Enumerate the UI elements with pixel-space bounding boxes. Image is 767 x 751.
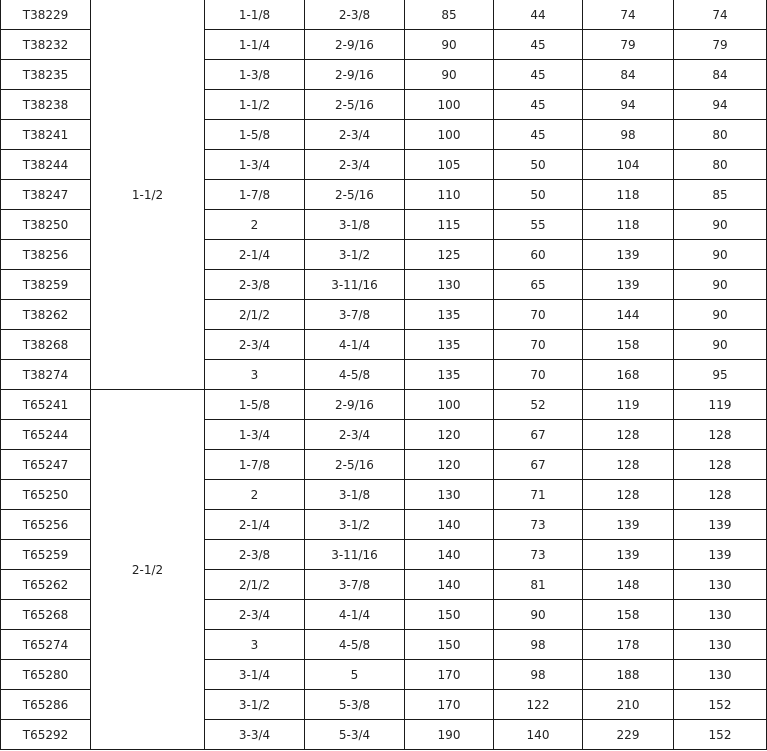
dim-a-cell: 2-3/8 — [305, 0, 405, 30]
dim-b-cell: 100 — [405, 90, 494, 120]
dim-e-cell: 139 — [674, 540, 767, 570]
dim-c-cell: 67 — [494, 420, 583, 450]
size-range-cell: 3-3/4 — [205, 720, 305, 750]
dim-b-cell: 170 — [405, 660, 494, 690]
part-number-cell: T38259 — [1, 270, 91, 300]
dim-e-cell: 79 — [674, 30, 767, 60]
dim-b-cell: 120 — [405, 420, 494, 450]
dim-d-cell: 148 — [583, 570, 674, 600]
dim-c-cell: 45 — [494, 30, 583, 60]
part-number-cell: T65241 — [1, 390, 91, 420]
group-size-cell: 1-1/2 — [91, 0, 205, 390]
dim-b-cell: 130 — [405, 480, 494, 510]
dim-c-cell: 81 — [494, 570, 583, 600]
dim-a-cell: 3-1/8 — [305, 210, 405, 240]
dim-e-cell: 80 — [674, 150, 767, 180]
dim-d-cell: 158 — [583, 330, 674, 360]
dim-c-cell: 122 — [494, 690, 583, 720]
part-number-cell: T65262 — [1, 570, 91, 600]
part-number-cell: T65280 — [1, 660, 91, 690]
dim-a-cell: 3-7/8 — [305, 300, 405, 330]
dim-e-cell: 139 — [674, 510, 767, 540]
part-number-cell: T65256 — [1, 510, 91, 540]
dim-a-cell: 3-1/2 — [305, 240, 405, 270]
dim-d-cell: 118 — [583, 210, 674, 240]
dim-c-cell: 65 — [494, 270, 583, 300]
dim-a-cell: 5-3/8 — [305, 690, 405, 720]
dim-e-cell: 152 — [674, 720, 767, 750]
dim-e-cell: 130 — [674, 660, 767, 690]
dim-e-cell: 119 — [674, 390, 767, 420]
size-range-cell: 3 — [205, 360, 305, 390]
dim-d-cell: 158 — [583, 600, 674, 630]
dim-d-cell: 74 — [583, 0, 674, 30]
dim-d-cell: 94 — [583, 90, 674, 120]
dim-a-cell: 4-1/4 — [305, 600, 405, 630]
size-range-cell: 2-3/8 — [205, 540, 305, 570]
size-range-cell: 2/1/2 — [205, 300, 305, 330]
dim-c-cell: 90 — [494, 600, 583, 630]
size-range-cell: 1-3/4 — [205, 150, 305, 180]
dim-c-cell: 70 — [494, 300, 583, 330]
dim-d-cell: 128 — [583, 420, 674, 450]
dim-e-cell: 80 — [674, 120, 767, 150]
part-number-cell: T65274 — [1, 630, 91, 660]
dim-d-cell: 229 — [583, 720, 674, 750]
dim-a-cell: 2-3/4 — [305, 150, 405, 180]
dim-a-cell: 2-5/16 — [305, 180, 405, 210]
dim-c-cell: 45 — [494, 60, 583, 90]
part-number-cell: T65292 — [1, 720, 91, 750]
size-range-cell: 1-3/8 — [205, 60, 305, 90]
dim-d-cell: 84 — [583, 60, 674, 90]
part-number-cell: T65250 — [1, 480, 91, 510]
part-number-cell: T65247 — [1, 450, 91, 480]
dim-a-cell: 2-5/16 — [305, 90, 405, 120]
dim-e-cell: 152 — [674, 690, 767, 720]
dim-c-cell: 98 — [494, 630, 583, 660]
part-number-cell: T38241 — [1, 120, 91, 150]
dim-d-cell: 188 — [583, 660, 674, 690]
dim-a-cell: 3-1/2 — [305, 510, 405, 540]
dim-d-cell: 144 — [583, 300, 674, 330]
dim-d-cell: 139 — [583, 540, 674, 570]
part-number-cell: T38250 — [1, 210, 91, 240]
dim-d-cell: 128 — [583, 450, 674, 480]
dim-b-cell: 150 — [405, 600, 494, 630]
size-range-cell: 1-5/8 — [205, 120, 305, 150]
dim-c-cell: 140 — [494, 720, 583, 750]
table-row — [1, 390, 767, 420]
dim-e-cell: 90 — [674, 330, 767, 360]
dim-e-cell: 128 — [674, 480, 767, 510]
size-range-cell: 1-3/4 — [205, 420, 305, 450]
part-number-cell: T38238 — [1, 90, 91, 120]
size-range-cell: 1-5/8 — [205, 390, 305, 420]
part-number-cell: T65244 — [1, 420, 91, 450]
dim-d-cell: 119 — [583, 390, 674, 420]
size-range-cell: 2 — [205, 480, 305, 510]
dim-e-cell: 90 — [674, 210, 767, 240]
dim-b-cell: 190 — [405, 720, 494, 750]
dim-b-cell: 135 — [405, 300, 494, 330]
part-number-cell: T65286 — [1, 690, 91, 720]
dim-a-cell: 5 — [305, 660, 405, 690]
dim-c-cell: 71 — [494, 480, 583, 510]
dim-e-cell: 90 — [674, 240, 767, 270]
dim-a-cell: 2-9/16 — [305, 60, 405, 90]
dim-a-cell: 3-1/8 — [305, 480, 405, 510]
dim-b-cell: 140 — [405, 540, 494, 570]
dim-e-cell: 90 — [674, 300, 767, 330]
dim-b-cell: 140 — [405, 510, 494, 540]
dim-c-cell: 60 — [494, 240, 583, 270]
dim-a-cell: 3-11/16 — [305, 540, 405, 570]
dim-b-cell: 140 — [405, 570, 494, 600]
part-number-cell: T38274 — [1, 360, 91, 390]
dim-e-cell: 95 — [674, 360, 767, 390]
dim-a-cell: 2-3/4 — [305, 120, 405, 150]
dim-c-cell: 98 — [494, 660, 583, 690]
size-range-cell: 2/1/2 — [205, 570, 305, 600]
size-range-cell: 3 — [205, 630, 305, 660]
dim-b-cell: 90 — [405, 60, 494, 90]
dim-b-cell: 100 — [405, 120, 494, 150]
part-number-cell: T38232 — [1, 30, 91, 60]
dim-b-cell: 150 — [405, 630, 494, 660]
dim-b-cell: 120 — [405, 450, 494, 480]
dim-d-cell: 104 — [583, 150, 674, 180]
part-number-cell: T38235 — [1, 60, 91, 90]
dim-b-cell: 135 — [405, 360, 494, 390]
size-range-cell: 2-1/4 — [205, 510, 305, 540]
dim-d-cell: 118 — [583, 180, 674, 210]
dim-e-cell: 74 — [674, 0, 767, 30]
part-number-cell: T38247 — [1, 180, 91, 210]
size-range-cell: 2-3/8 — [205, 270, 305, 300]
dim-e-cell: 130 — [674, 600, 767, 630]
dim-a-cell: 4-5/8 — [305, 630, 405, 660]
dim-d-cell: 168 — [583, 360, 674, 390]
dim-e-cell: 85 — [674, 180, 767, 210]
dim-b-cell: 135 — [405, 330, 494, 360]
dim-a-cell: 5-3/4 — [305, 720, 405, 750]
size-range-cell: 3-1/4 — [205, 660, 305, 690]
dim-e-cell: 84 — [674, 60, 767, 90]
dim-e-cell: 130 — [674, 630, 767, 660]
dim-c-cell: 70 — [494, 330, 583, 360]
dim-a-cell: 2-9/16 — [305, 390, 405, 420]
part-number-cell: T38229 — [1, 0, 91, 30]
dim-b-cell: 130 — [405, 270, 494, 300]
dim-a-cell: 4-1/4 — [305, 330, 405, 360]
size-range-cell: 1-7/8 — [205, 450, 305, 480]
part-number-cell: T65268 — [1, 600, 91, 630]
dim-e-cell: 130 — [674, 570, 767, 600]
table-row — [1, 0, 767, 30]
dim-d-cell: 139 — [583, 270, 674, 300]
dim-b-cell: 110 — [405, 180, 494, 210]
part-number-cell: T38268 — [1, 330, 91, 360]
dim-c-cell: 70 — [494, 360, 583, 390]
dim-c-cell: 73 — [494, 540, 583, 570]
size-range-cell: 2-1/4 — [205, 240, 305, 270]
group-size-cell: 2-1/2 — [91, 390, 205, 750]
dim-d-cell: 178 — [583, 630, 674, 660]
dim-c-cell: 44 — [494, 0, 583, 30]
dim-b-cell: 125 — [405, 240, 494, 270]
dim-d-cell: 98 — [583, 120, 674, 150]
dim-b-cell: 85 — [405, 0, 494, 30]
size-range-cell: 2-3/4 — [205, 600, 305, 630]
dim-e-cell: 94 — [674, 90, 767, 120]
dim-c-cell: 55 — [494, 210, 583, 240]
size-range-cell: 3-1/2 — [205, 690, 305, 720]
dim-c-cell: 50 — [494, 150, 583, 180]
part-number-cell: T38244 — [1, 150, 91, 180]
size-range-cell: 2-3/4 — [205, 330, 305, 360]
dim-a-cell: 3-7/8 — [305, 570, 405, 600]
dim-e-cell: 128 — [674, 450, 767, 480]
dim-a-cell: 2-5/16 — [305, 450, 405, 480]
dim-d-cell: 139 — [583, 240, 674, 270]
part-number-cell: T65259 — [1, 540, 91, 570]
size-range-cell: 1-1/2 — [205, 90, 305, 120]
dim-b-cell: 170 — [405, 690, 494, 720]
dim-b-cell: 90 — [405, 30, 494, 60]
dim-d-cell: 128 — [583, 480, 674, 510]
dim-c-cell: 52 — [494, 390, 583, 420]
dim-a-cell: 2-3/4 — [305, 420, 405, 450]
spec-table-body — [1, 0, 767, 750]
dim-a-cell: 3-11/16 — [305, 270, 405, 300]
size-range-cell: 2 — [205, 210, 305, 240]
dim-e-cell: 128 — [674, 420, 767, 450]
dim-c-cell: 50 — [494, 180, 583, 210]
part-number-cell: T38262 — [1, 300, 91, 330]
dim-d-cell: 210 — [583, 690, 674, 720]
dim-b-cell: 115 — [405, 210, 494, 240]
dim-c-cell: 73 — [494, 510, 583, 540]
dim-c-cell: 67 — [494, 450, 583, 480]
dim-e-cell: 90 — [674, 270, 767, 300]
size-range-cell: 1-7/8 — [205, 180, 305, 210]
dim-c-cell: 45 — [494, 120, 583, 150]
part-number-cell: T38256 — [1, 240, 91, 270]
dim-d-cell: 139 — [583, 510, 674, 540]
dim-b-cell: 100 — [405, 390, 494, 420]
dim-a-cell: 2-9/16 — [305, 30, 405, 60]
dim-a-cell: 4-5/8 — [305, 360, 405, 390]
size-range-cell: 1-1/8 — [205, 0, 305, 30]
size-range-cell: 1-1/4 — [205, 30, 305, 60]
dim-d-cell: 79 — [583, 30, 674, 60]
dim-c-cell: 45 — [494, 90, 583, 120]
dim-b-cell: 105 — [405, 150, 494, 180]
